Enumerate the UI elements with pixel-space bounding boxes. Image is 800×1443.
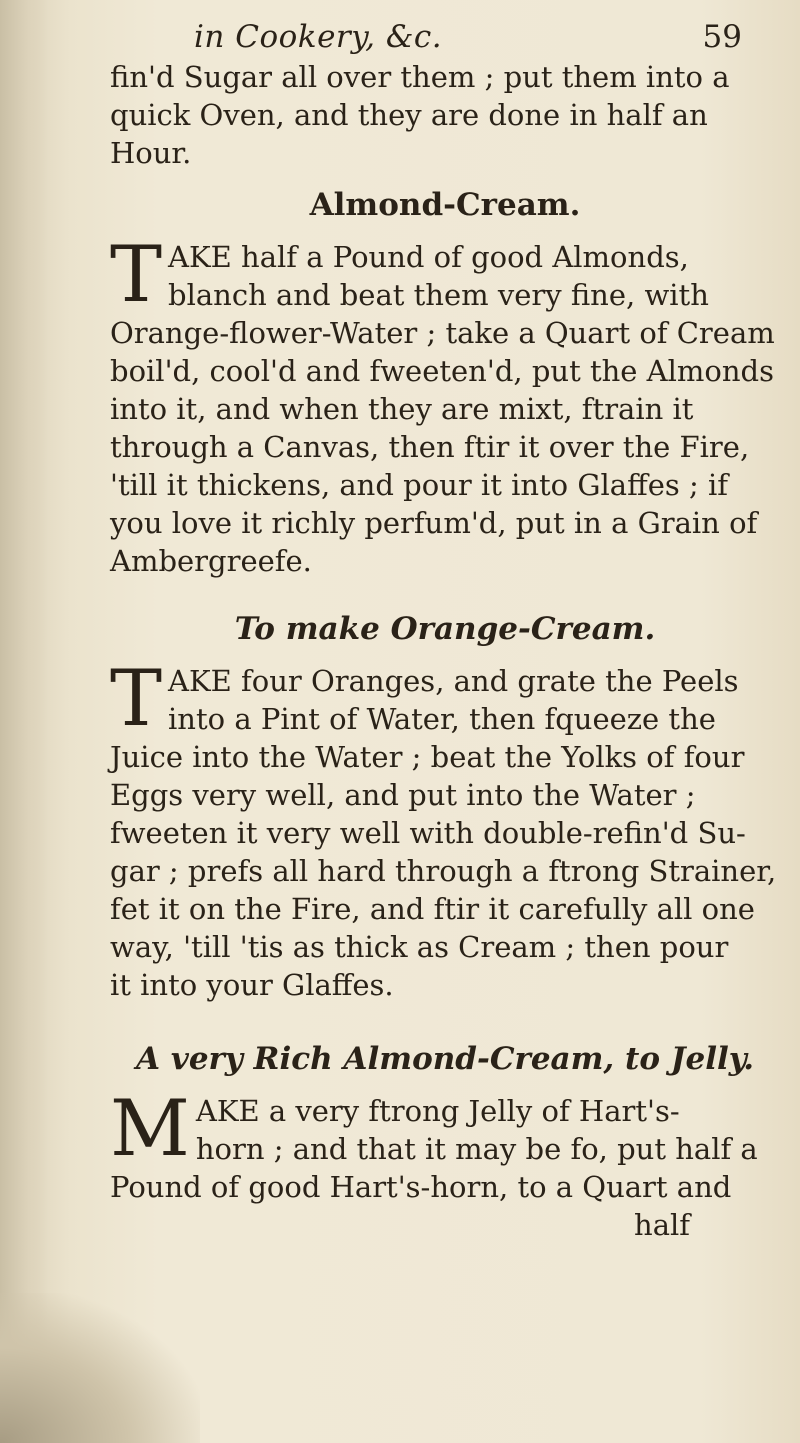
- text-line: AKE half a Pound of good Almonds,: [168, 240, 689, 274]
- page-number: 59: [702, 19, 742, 55]
- text-line: way, 'till 'tis as thick as Cream ; then pour: [110, 930, 729, 964]
- text-line: through a Canvas, then ftir it over the Fire,: [110, 430, 750, 464]
- text-line: into a Pint of Water, then fqueeze the: [168, 702, 716, 736]
- text-line: fin'd Sugar all over them ; put them into a: [110, 60, 730, 94]
- running-title: in Cookery, &c.: [194, 19, 443, 55]
- text-line: Eggs very well, and put into the Water ;: [110, 778, 696, 812]
- text-line: Orange-flower-Water ; take a Quart of Cream: [110, 316, 775, 350]
- page-text: [110, 18, 780, 1244]
- text-line: fet it on the Fire, and ftir it carefully all one: [110, 892, 755, 926]
- text-line: blanch and beat them very fine, with: [168, 278, 709, 312]
- text-line: into it, and when they are mixt, ftrain it: [110, 392, 694, 426]
- section-heading: A very Rich Almond-Cream, to Jelly.: [135, 1041, 755, 1077]
- text-line: Juice into the Water ; beat the Yolks of four: [110, 740, 745, 774]
- text-line: boil'd, cool'd and fweeten'd, put the Almonds: [110, 354, 774, 388]
- text-line: you love it richly perfum'd, put in a Grain of: [110, 506, 758, 540]
- page-edge-shadow: [0, 0, 48, 1443]
- section-heading: To make Orange-Cream.: [234, 611, 656, 647]
- drop-cap: T: [110, 654, 163, 744]
- text-line: 'till it thickens, and pour it into Glaffes ; if: [110, 468, 728, 502]
- recipe-paragraph: [110, 230, 780, 580]
- text-line: it into your Glaffes.: [110, 968, 394, 1002]
- intro-paragraph: [110, 58, 780, 172]
- text-line: Hour.: [110, 136, 192, 170]
- text-line: AKE a very ftrong Jelly of Hart's-: [195, 1094, 680, 1128]
- catchword: half: [634, 1208, 690, 1242]
- running-header: [110, 18, 780, 58]
- recipe-paragraph: [110, 654, 780, 1004]
- text-line: quick Oven, and they are done in half an: [110, 98, 708, 132]
- text-line: gar ; prefs all hard through a ftrong Strainer,: [110, 854, 777, 888]
- text-line: Pound of good Hart's-horn, to a Quart and: [110, 1170, 732, 1204]
- corner-stain: [0, 1293, 200, 1443]
- section-heading: Almond-Cream.: [309, 187, 581, 223]
- recipe-paragraph: [110, 1084, 780, 1244]
- text-line: Ambergreefe.: [110, 544, 312, 578]
- text-line: horn ; and that it may be fo, put half a: [195, 1132, 758, 1166]
- text-line: fweeten it very well with double-refin'd Su-: [110, 816, 746, 850]
- drop-cap: T: [110, 230, 163, 320]
- drop-cap: M: [110, 1084, 190, 1174]
- text-line: AKE four Oranges, and grate the Peels: [168, 664, 739, 698]
